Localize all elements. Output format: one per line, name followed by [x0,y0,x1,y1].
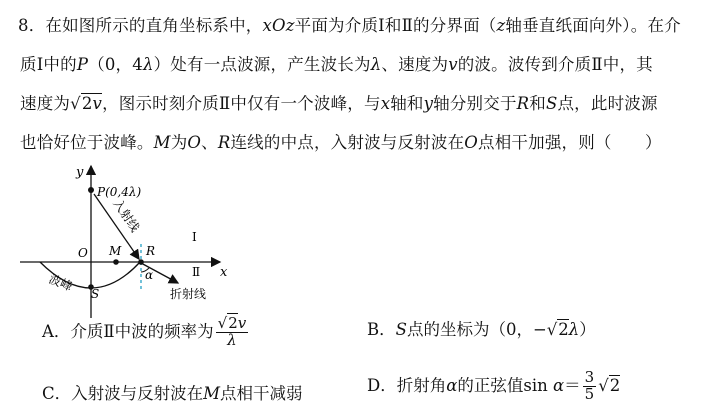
text: 、速度为 [381,55,449,74]
sqrt-arg: 2 [228,314,238,332]
option-d[interactable] [367,370,620,403]
sqrt-expression: √2 [598,375,621,395]
text: 点相干加强，则（ ） [478,133,662,152]
v-symbol: v [92,94,103,113]
option-d-text: 折射角 [396,375,447,395]
text: 速度为 [20,94,71,113]
r-label: R [146,244,156,258]
refracted-label: 折射线 [170,287,207,301]
alpha-symbol: α [553,375,565,395]
option-b-text: 点的坐标为（0， [406,320,533,339]
option-a[interactable] [42,316,250,349]
s-label: S [91,287,100,301]
alpha-label: α [145,268,154,282]
sqrt-expression: √2 [546,320,569,339]
option-a-text: 介质Ⅱ中波的频率为 [70,321,214,341]
option-c[interactable] [42,380,303,404]
option-b[interactable] [367,316,596,340]
p-label: P(0,4λ) [97,185,142,199]
z-symbol: z [496,16,506,35]
sqrt-expression: √2v [70,94,103,113]
point-m [113,259,119,265]
text: 轴和 [390,94,424,113]
sqrt-arg: 2 [81,94,93,113]
m-symbol: M [203,384,221,403]
text: 质Ⅰ中的 [20,55,77,74]
p-symbol: P [76,55,89,74]
r-symbol: R [516,94,530,113]
lambda-symbol: λ [568,320,580,339]
medium-2-label: Ⅱ [192,265,201,279]
minus-sign: − [532,320,547,339]
text: 的正弦值 [457,375,524,395]
option-a-fraction: $\frac{√2v}{\lambda}$ [217,314,247,349]
lambda-symbol: λ [370,55,382,74]
question-number: 8 [18,16,29,35]
x-symbol: x [380,94,391,113]
m-label: M [109,244,122,258]
option-b-label: B． [367,320,396,339]
s-symbol: S [545,94,558,113]
text: ） [579,320,596,339]
v-symbol: v [448,55,458,74]
incident-label: 入射线 [110,196,143,235]
v-symbol: v [237,314,247,332]
text: ．在如图所示的直角坐标系中， [28,16,263,35]
sqrt-arg: 2 [558,320,569,339]
m-symbol: M [153,133,171,152]
r-symbol: R [217,133,231,152]
text: 也恰好位于波峰。 [20,133,154,152]
medium-1-label: Ⅰ [192,230,197,244]
sin-function: sin [523,375,548,395]
plane-symbol: xOz [262,16,295,35]
text: ）处有一点波源，产生波长为 [153,55,371,74]
text: 点，此时波源 [557,94,658,113]
text: 点相干减弱 [220,384,303,403]
o-symbol: O [187,133,202,152]
text: 平面为介质Ⅰ和Ⅱ的分界面（ [294,16,497,35]
text: ，图示时刻介质Ⅱ中仅有一个波峰，与 [102,94,381,113]
text: 和 [529,94,546,113]
option-c-label: C． [42,384,72,403]
equals-sign: ＝ [564,375,581,395]
o-symbol: O [464,133,479,152]
text: 连线的中点，入射波与反射波在 [230,133,465,152]
o-label: O [78,246,88,260]
option-d-fraction: $\frac{3}{5}$ [584,368,595,403]
option-c-text: 入射波与反射波在 [71,384,204,403]
text: 的波。波传到介质Ⅱ中，其 [457,55,653,74]
lambda-symbol: λ [142,55,154,74]
point-r [138,259,144,265]
text: 轴分别交于 [433,94,517,113]
option-d-label: D． [367,375,397,395]
sqrt-arg: 2 [609,375,621,395]
text: 轴垂直纸面向外）。在介 [505,16,681,35]
crest-label: 波峰 [46,271,75,294]
lambda-symbol: λ [227,330,237,349]
text: 为 [170,133,188,152]
point-p [88,187,94,193]
text: 、 [201,133,218,152]
text: （0，4 [88,55,143,74]
alpha-symbol: α [446,375,458,395]
option-a-label: A． [42,321,71,341]
s-symbol: S [395,320,407,339]
y-symbol: y [423,94,434,113]
x-label: x [220,265,228,280]
y-label: y [76,165,84,180]
